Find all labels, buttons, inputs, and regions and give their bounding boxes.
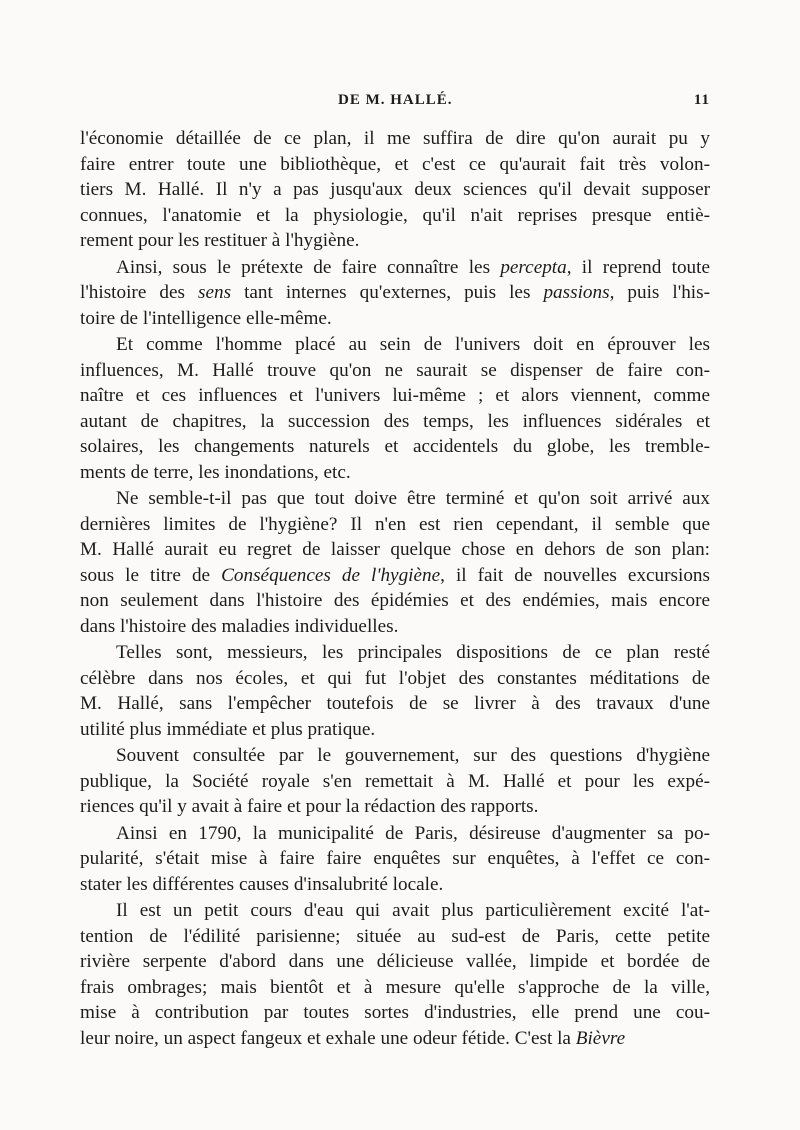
text-line: tention de l'édilité parisienne; située au sud-est de Paris, cette petite [80,925,710,947]
text-line: célèbre dans nos écoles, et qui fut l'objet des constantes méditations de [80,667,710,689]
text-run: , puis l'his- [609,282,710,303]
text-line: rivière serpente d'abord dans une délicieuse vallée, limpide et bordée de [80,951,710,972]
paragraph [80,126,710,254]
text-line: stater les différentes causes d'insalubrité locale. [80,873,444,895]
running-head: DE M. HALLÉ. [338,92,453,108]
text-line: dans l'histoire des maladies individuelles. [80,615,399,637]
text-run: l'histoire des [80,282,198,303]
paragraph [80,743,710,820]
text-line: toire de l'intelligence elle-même. [80,307,332,329]
page-number: 11 [693,92,710,108]
paragraph [80,821,710,898]
italic-run: sens [198,282,232,303]
text-line: frais ombrages; mais bientôt et à mesure qu'elle s'approche de la ville, [80,976,710,998]
text-line: rement pour les restituer à l'hygiène. [80,230,360,251]
text-line: ments de terre, les inondations, etc. [80,461,351,483]
text-line: l'économie détaillée de ce plan, il me suffira de dire qu'on aurait pu y [80,128,710,149]
text-run: , il fait de nouvelles excursions [440,564,710,586]
paragraph [80,898,710,1051]
text-line: non seulement dans l'histoire des épidémies et des endémies, mais encore [80,590,710,611]
paragraph [80,332,710,485]
text-line: M. Hallé aurait eu regret de laisser quelque chose en dehors de son plan: [80,539,710,560]
text-line: dernières limites de l'hygiène? Il n'en est rien cependant, il semble que [80,513,710,535]
text-line: naître et ces influences et l'univers lui-même ; et alors viennent, comme [80,385,710,406]
text-line: Souvent consultée par le gouvernement, sur des questions d'hygiène [116,745,710,766]
page-header [80,92,710,114]
paragraph [80,486,710,639]
italic-run: passions [543,282,610,303]
body-text [80,126,710,1051]
text-run: Ainsi, sous le prétexte de faire connaître les [116,256,501,278]
text-line [80,1026,710,1052]
text-line: mise à contribution par toutes sortes d'industries, elle prend une cou- [80,1002,710,1023]
paragraph [80,255,710,332]
text-run: sous le titre de [80,564,222,586]
paragraph [80,640,710,742]
text-line [80,563,710,589]
text-run: , il reprend toute [566,256,710,278]
text-line: solaires, les changements naturels et accidentels du globe, les tremble- [80,436,710,457]
text-line [80,280,710,306]
text-line: influences, M. Hallé trouve qu'on ne saurait se dispenser de faire con- [80,359,710,381]
text-line: utilité plus immédiate et plus pratique. [80,718,376,740]
italic-run: Bièvre [575,1027,626,1049]
text-line: Ainsi en 1790, la municipalité de Paris, désireuse d'augmenter sa po- [116,822,710,844]
text-line: Ne semble-t-il pas que tout doive être terminé et qu'on soit arrivé aux [116,488,710,509]
text-line: riences qu'il y avait à faire et pour la rédaction des rapports. [80,796,539,817]
text-line [80,255,710,281]
text-line: pularité, s'était mise à faire faire enquêtes sur enquêtes, à l'effet ce con- [80,848,710,869]
text-line: Il est un petit cours d'eau qui avait plus particulièrement excité l'at- [116,900,710,921]
italic-run: Conséquences de l'hygiène [221,564,441,586]
text-line: Telles sont, messieurs, les principales dispositions de ce plan resté [116,642,710,663]
text-line: connues, l'anatomie et la physiologie, qu'il n'ait reprises presque entiè- [80,204,710,226]
text-line: Et comme l'homme placé au sein de l'univers doit en éprouver les [116,334,710,355]
text-line: publique, la Société royale s'en remettait à M. Hallé et pour les expé- [80,770,710,792]
text-line: tiers M. Hallé. Il n'y a pas jusqu'aux deux sciences qu'il devait supposer [80,179,710,200]
text-line: faire entrer toute une bibliothèque, et c'est ce qu'aurait fait très volon- [80,153,710,175]
text-line: autant de chapitres, la succession des temps, les influences sidérales et [80,410,710,432]
text-run: leur noire, un aspect fangeux et exhale une odeur fétide. C'est la [80,1027,576,1049]
text-run: tant internes qu'externes, puis les [231,282,544,303]
italic-run: percepta [500,256,567,278]
text-line: M. Hallé, sans l'empêcher toutefois de se livrer à des travaux d'une [80,693,710,714]
